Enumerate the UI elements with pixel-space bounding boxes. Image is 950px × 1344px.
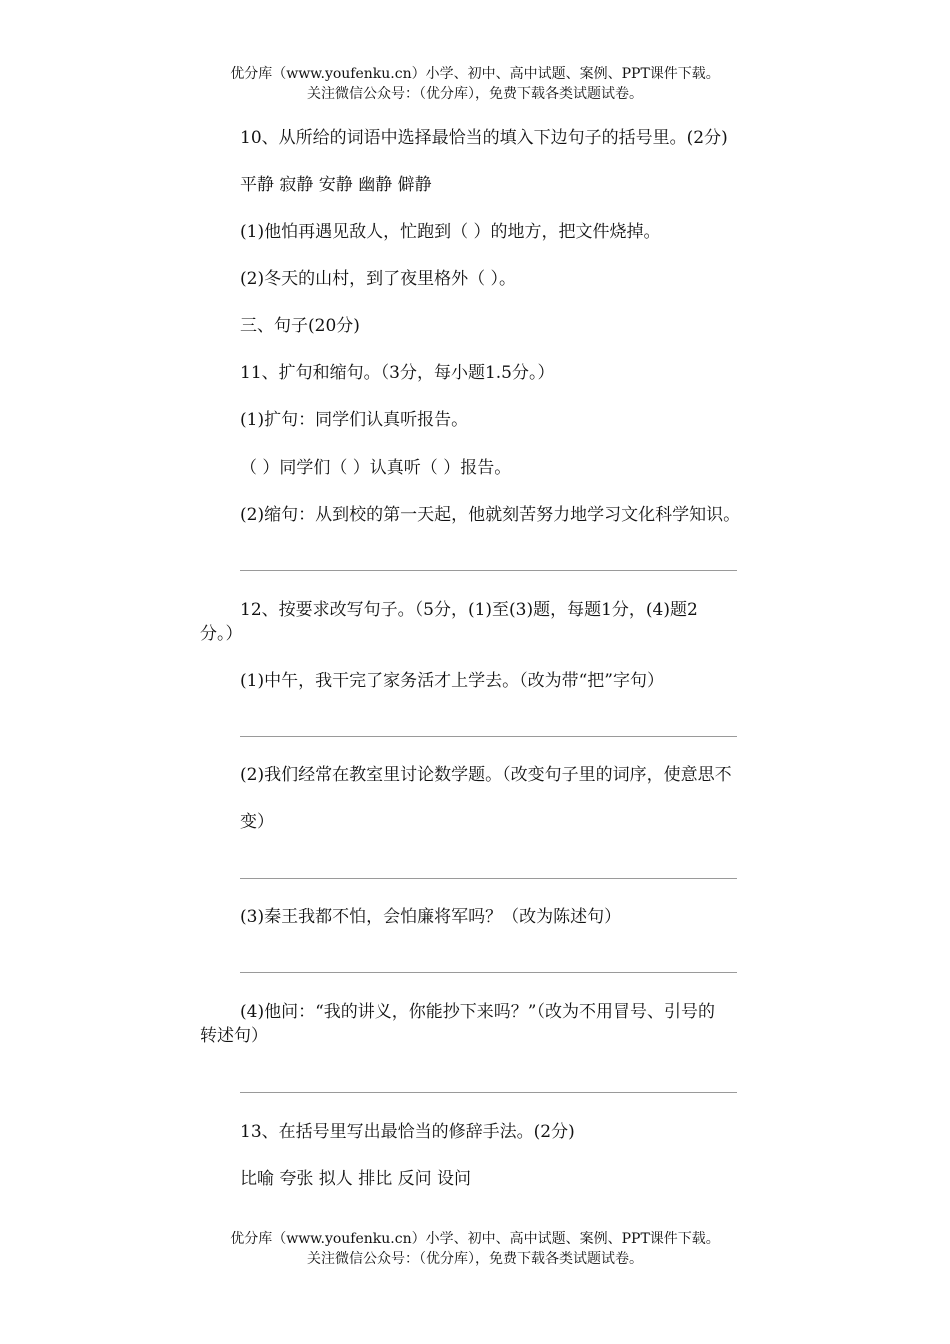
- answer-line: [240, 570, 737, 571]
- answer-line: [240, 1092, 737, 1093]
- question-12-item-2-line-2: 变）: [240, 812, 274, 832]
- question-10-item-2: (2)冬天的山村，到了夜里格外（ ）。: [240, 269, 516, 289]
- footer-line-2: 关注微信公众号：（优分库），免费下载各类试题试卷。: [307, 1251, 643, 1267]
- question-13-word-bank: 比喻 夸张 拟人 排比 反问 设问: [240, 1169, 472, 1189]
- question-12-prompt-line-1: 12、按要求改写句子。（5分，(1)至(3)题，每题1分，(4)题2: [240, 600, 698, 620]
- answer-line: [240, 878, 737, 879]
- question-11-item-1: (1)扩句：同学们认真听报告。: [240, 410, 469, 430]
- question-10-item-1: (1)他怕再遇见敌人，忙跑到（ ）的地方，把文件烧掉。: [240, 222, 661, 242]
- question-11-item-1-blanks: （ ）同学们（ ）认真听（ ）报告。: [240, 458, 512, 478]
- question-12-item-2-line-1: (2)我们经常在教室里讨论数学题。（改变句子里的词序，使意思不: [240, 765, 732, 785]
- footer-line-1: 优分库（www.youfenku.cn）小学、初中、高中试题、案例、PPT课件下载。: [230, 1231, 720, 1247]
- question-12-item-4-line-2: 转述句）: [200, 1026, 268, 1046]
- question-13-prompt: 13、在括号里写出最恰当的修辞手法。(2分): [240, 1122, 575, 1142]
- question-12-item-1: (1)中午，我干完了家务活才上学去。（改为带“把”字句）: [240, 671, 664, 691]
- question-11-item-2: (2)缩句：从到校的第一天起，他就刻苦努力地学习文化科学知识。: [240, 505, 741, 525]
- header-line-2: 关注微信公众号：（优分库），免费下载各类试题试卷。: [307, 86, 643, 102]
- question-11-prompt: 11、扩句和缩句。（3分，每小题1.5分。）: [240, 363, 555, 383]
- section-3-title: 三、句子(20分): [240, 316, 360, 336]
- answer-line: [240, 972, 737, 973]
- answer-line: [240, 736, 737, 737]
- question-10-word-bank: 平静 寂静 安静 幽静 僻静: [240, 175, 432, 195]
- question-12-item-3: (3)秦王我都不怕，会怕廉将军吗？（改为陈述句）: [240, 907, 622, 927]
- header-line-1: 优分库（www.youfenku.cn）小学、初中、高中试题、案例、PPT课件下载。: [230, 66, 720, 82]
- question-12-item-4-line-1: (4)他问：“我的讲义，你能抄下来吗？”（改为不用冒号、引号的: [240, 1002, 715, 1022]
- question-10-prompt: 10、从所给的词语中选择最恰当的填入下边句子的括号里。(2分): [240, 128, 728, 148]
- question-12-prompt-line-2: 分。）: [200, 624, 243, 644]
